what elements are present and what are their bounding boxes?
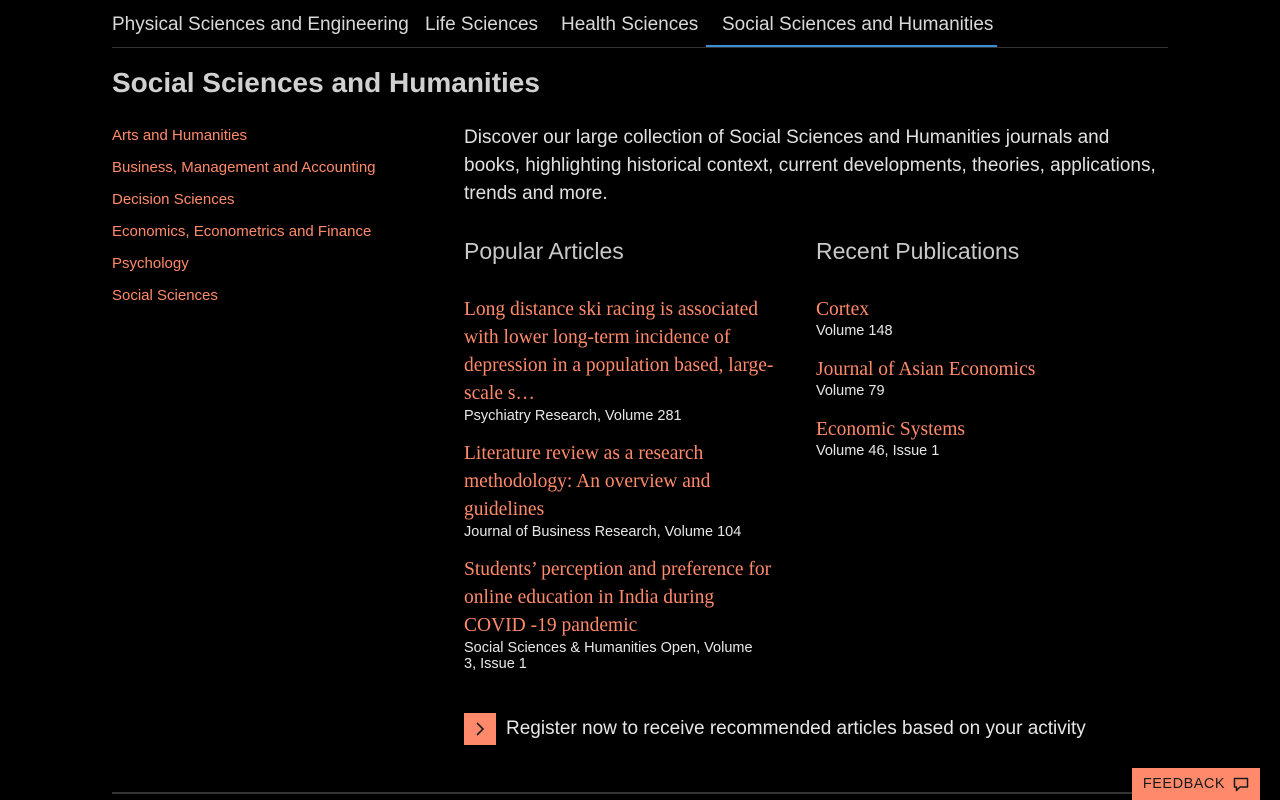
register-link[interactable] — [464, 713, 1086, 745]
subject-tabs — [112, 0, 1168, 48]
tab-social-sciences[interactable]: Social Sciences and Humanities — [706, 0, 997, 47]
tab-life-sciences[interactable]: Life Sciences — [425, 14, 539, 35]
article-source: Social Sciences & Humanities Open, Volume 3, Issue 1 — [464, 640, 753, 672]
publication-link[interactable]: Economic Systems — [816, 419, 965, 440]
sidebar-item-psychology[interactable]: Psychology — [112, 255, 189, 272]
sidebar-item-economics[interactable]: Economics, Econometrics and Finance — [112, 223, 372, 240]
sidebar-item-decision-sciences[interactable]: Decision Sciences — [112, 191, 235, 208]
article-source: Journal of Business Research, Volume 104 — [464, 524, 742, 540]
popular-articles-heading: Popular Articles — [464, 238, 624, 264]
tab-health-sciences[interactable]: Health Sciences — [561, 14, 699, 35]
footer-divider — [112, 792, 1168, 794]
article-link[interactable]: Literature review as a research methodology: An overview and guidelines — [464, 443, 711, 520]
article-link[interactable]: Long distance ski racing is associated with lower long-term incidence of depression in a population based, large-scale s… — [464, 299, 774, 404]
intro-text: Discover our large collection of Social Sciences and Humanities journals and books, highlighting historical context, current developments, theories, applications, trends and more. — [464, 127, 1156, 204]
article-source: Psychiatry Research, Volume 281 — [464, 408, 682, 424]
feedback-label: FEEDBACK — [1142, 776, 1226, 792]
recent-publications-heading: Recent Publications — [816, 238, 1020, 264]
publication-link[interactable]: Cortex — [816, 299, 870, 320]
register-text: Register now to receive recommended articles based on your activity — [506, 718, 1086, 739]
publication-volume: Volume 79 — [816, 383, 885, 399]
publication-volume: Volume 148 — [816, 323, 893, 339]
tab-physical-sciences[interactable]: Physical Sciences and Engineering — [112, 14, 409, 35]
publication-volume: Volume 46, Issue 1 — [816, 443, 940, 459]
speech-bubble-icon — [1233, 777, 1249, 792]
sidebar-item-business[interactable]: Business, Management and Accounting — [112, 159, 376, 176]
publication-link[interactable]: Journal of Asian Economics — [816, 359, 1036, 380]
feedback-button[interactable] — [1132, 768, 1260, 800]
page-title: Social Sciences and Humanities — [112, 67, 540, 98]
article-link[interactable]: Students’ perception and preference for online education in India during COVID -19 pandemic — [464, 559, 772, 636]
sidebar-item-arts-humanities[interactable]: Arts and Humanities — [112, 127, 248, 144]
chevron-right-icon — [464, 713, 496, 745]
sidebar-item-social-sciences[interactable]: Social Sciences — [112, 287, 218, 304]
